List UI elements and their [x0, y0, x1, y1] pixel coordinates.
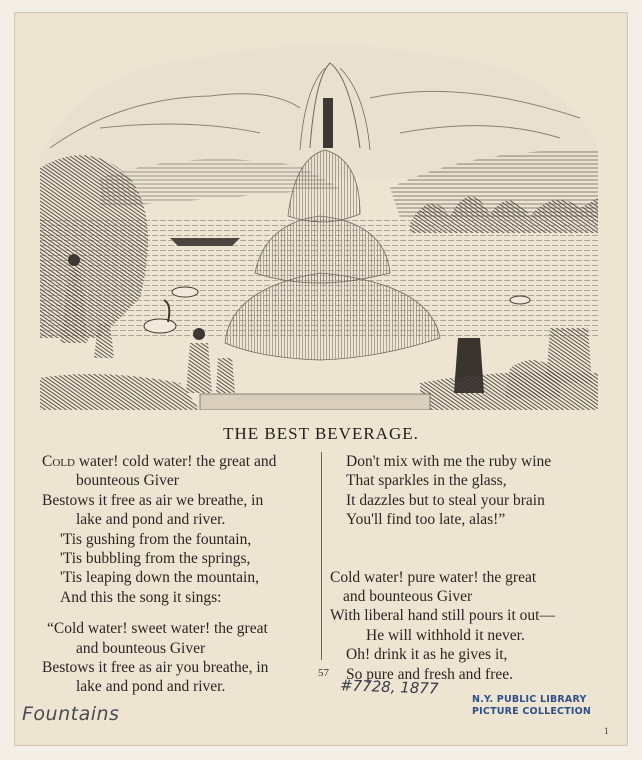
poem-line: With liberal hand still pours it out— [330, 607, 555, 625]
page-number: 57 [318, 667, 329, 679]
stamp-line: N.Y. PUBLIC LIBRARY [472, 694, 587, 705]
poem-line: 'Tis leaping down the mountain, [60, 569, 259, 587]
poem-line: Bestows it free as air you breathe, in [42, 659, 269, 677]
poem-line: That sparkles in the glass, [346, 472, 507, 490]
poem-line: lake and pond and river. [76, 511, 226, 529]
column-divider [321, 452, 322, 660]
poem-line: 'Tis gushing from the fountain, [60, 530, 252, 548]
poem-line: Bestows it free as air we breathe, in [42, 491, 264, 509]
poem-line: Oh! drink it as he gives it, [346, 646, 508, 664]
poem-line: You'll find too late, alas!” [346, 511, 506, 529]
poem-line: Don't mix with me the ruby wine [346, 453, 552, 470]
accession-note: #7728, 1877 [339, 676, 439, 698]
poem-line: and bounteous Giver [343, 588, 473, 606]
subject-label: Fountains [22, 703, 120, 725]
library-stamp [472, 694, 591, 718]
poem-line: 'Tis bubbling from the springs, [60, 550, 251, 568]
drop-word: Cold [42, 453, 75, 470]
fountain-engraving [40, 38, 598, 410]
corner-mark: 1 [604, 726, 609, 736]
poem-line: And this the song it sings: [60, 588, 222, 606]
poem-title: THE BEST BEVERAGE. [223, 424, 419, 443]
poem-line: water! cold water! the great and [74, 453, 277, 470]
poem-line: bounteous Giver [76, 472, 179, 490]
poem-line: It dazzles but to steal your brain [346, 491, 545, 509]
poem-line: “Cold water! sweet water! the great [47, 620, 268, 638]
poem-line: lake and pond and river. [76, 678, 226, 696]
poem-line: Cold water! pure water! the great [330, 568, 537, 586]
poem-line: So pure and fresh and free. [346, 665, 513, 683]
poem-right-column [330, 452, 610, 684]
poem-line: and bounteous Giver [76, 639, 206, 657]
poem-left-column [42, 452, 316, 697]
poem-line: He will withhold it never. [366, 626, 525, 644]
stamp-line: PICTURE COLLECTION [472, 706, 592, 717]
